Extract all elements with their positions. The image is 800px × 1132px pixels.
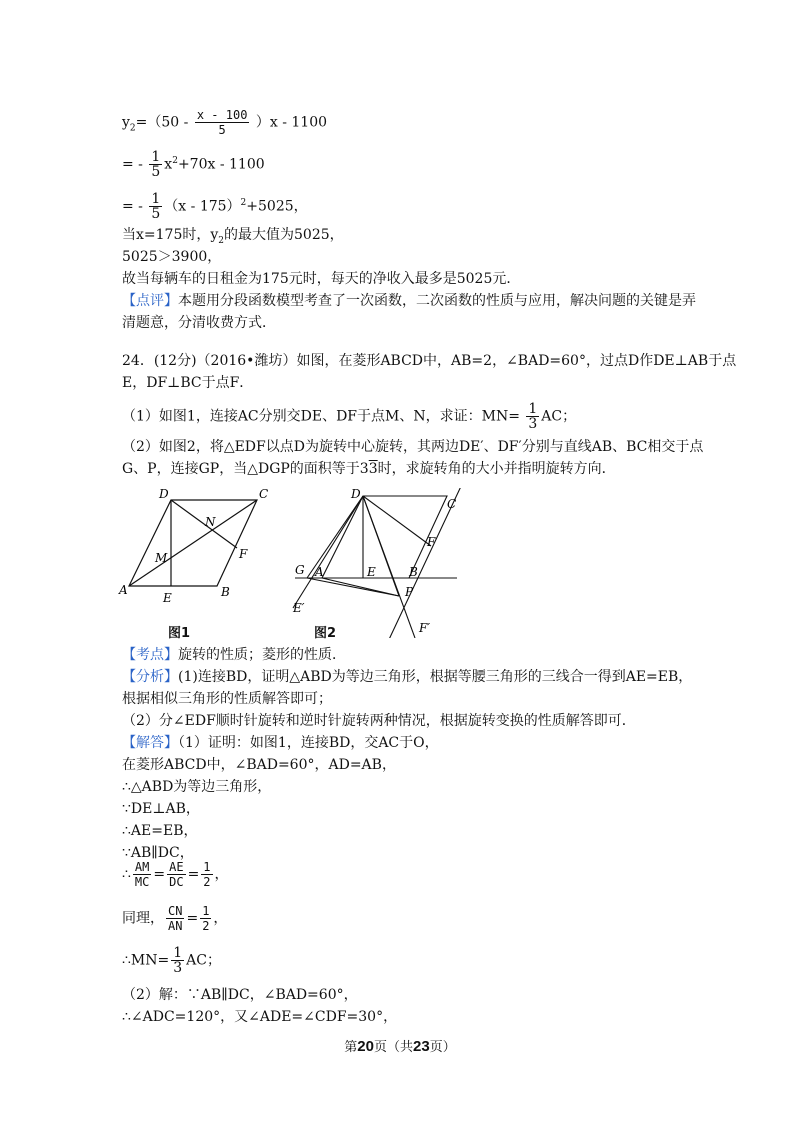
label-D: D [159,488,169,501]
denominator: DC [169,875,184,889]
numerator: 1 [203,860,211,874]
label-M: M [155,551,168,565]
text: （x - 175） [164,198,241,215]
text: 当x=175时，y [122,227,219,243]
segment-df [363,496,431,546]
denominator: 5 [151,164,161,180]
text: （1）证明：如图1，连接BD，交AC于O， [178,735,439,751]
text: ）x - 1100 [255,114,328,131]
text: = [153,866,166,883]
label-E-prime: E′ [293,601,305,615]
fenxi-line2: 根据相似三角形的性质解答即可； [122,691,332,707]
fraction [200,904,211,933]
label-C: C [447,497,457,511]
label-D: D [351,488,361,501]
text: x [164,156,173,173]
step-3: ∵DE⊥AB， [122,801,200,817]
text: y [122,114,130,131]
text: =（50 - [135,114,189,131]
ray-de-prime [293,496,363,608]
line6: 故当每辆车的日租金为175元时，每天的净收入最多是5025元． [122,271,521,287]
eq-line3 [122,192,308,221]
step-2: ∴△ABD为等边三角形， [122,779,272,795]
denominator: 3 [528,416,538,432]
fenxi-tag: 【分析】 [122,669,178,685]
line4 [122,226,344,250]
numerator: 1 [202,904,210,918]
sub: 2 [129,123,136,134]
q24-line2: E，DF⊥BC于点F． [122,375,254,391]
fraction [149,150,162,179]
jieda [122,734,439,752]
denominator: 3 [173,960,183,976]
numerator: 1 [173,945,183,961]
text: ， [213,910,228,927]
fig2-caption: 图2 [314,626,337,641]
text: = [186,910,199,927]
review-tag: 【点评】 [122,293,178,309]
q24-part2-line1: （2）如图2，将△EDF以点D为旋转中心旋转，其两边DE′、DF′分别与直线AB、BC相交于点 [122,439,704,455]
step-6 [122,860,229,889]
denominator: 5 [218,123,226,137]
figure-2 [285,488,475,638]
step-10: ∴∠ADC=120°，又∠ADE=∠CDF=30°， [122,1009,398,1025]
label-E: E [367,565,376,579]
step-7 [122,904,227,933]
numerator: x - 100 [196,108,248,122]
fraction [166,904,184,933]
q24-part1 [122,402,576,431]
text: ， [214,866,229,883]
text: AC； [541,408,577,425]
fraction [171,946,184,975]
label-B: B [409,565,418,579]
denominator: AN [168,919,183,933]
total-pages: 23 [413,1038,430,1055]
sub: 2 [218,235,224,246]
text: 时，求旋转角的大小并指明旋转方向． [377,461,616,477]
label-F: F [239,547,248,561]
numerator: 1 [151,149,161,165]
text: G、P，连接GP，当△DGP的面积等于3 [122,461,369,477]
eq-line2 [122,150,265,179]
review-line2: 清题意，分清收费方式． [122,315,276,331]
sup: 2 [172,155,178,166]
sup: 2 [240,197,247,208]
step-9: （2）解：∵AB∥DC，∠BAD=60°， [122,987,358,1003]
segment-ap [322,578,399,596]
text: = - [122,198,143,215]
numerator: AM [134,860,150,874]
step-8 [122,946,221,975]
text: = - [122,156,143,173]
label-P: P [405,585,414,599]
step-5: ∵AB∥DC， [122,845,194,861]
numerator: 1 [151,191,161,207]
text: (1)连接BD，证明△ABD为等边三角形，根据等腰三角形的三线合一得到AE=EB， [178,669,693,685]
review [122,292,696,310]
text: +5025， [246,198,308,215]
label-A: A [119,583,128,597]
label-F: F [427,535,436,549]
text: 同理， [122,910,164,927]
text: ∴ [122,866,131,883]
text: 旋转的性质；菱形的性质． [178,647,346,663]
text: +70x - 1100 [177,156,265,173]
eq-y2 [122,108,327,137]
sqrt-value: 3 [368,461,378,477]
text: 第 [344,1040,358,1055]
text: = [187,866,200,883]
fraction [149,192,162,221]
label-G: G [295,563,305,577]
label-E: E [163,591,172,605]
label-B: B [221,585,230,599]
fraction [195,108,250,137]
q24-line1: 24．(12分)（2016•潍坊）如图，在菱形ABCD中，AB=2，∠BAD=60°，过点D作DE⊥AB于点 [122,353,737,369]
fenxi-line3: （2）分∠EDF顺时针旋转和逆时针旋转两种情况，根据旋转变换的性质解答即可． [122,713,636,729]
segment-dp [363,496,399,596]
page-footer [0,1036,800,1055]
label-F-prime: F′ [419,621,431,635]
denominator: 5 [151,206,161,222]
denominator: MC [134,875,150,889]
text: （1）如图1，连接AC分别交DE、DF于点M、N，求证：MN= [122,408,520,425]
fraction [167,860,185,889]
text: 页（共 [373,1040,413,1055]
text: ∴MN= [122,952,170,969]
q24-part2-line2 [122,460,616,478]
fenxi [122,668,692,686]
page-number: 20 [357,1038,374,1055]
fig1-caption: 图1 [168,626,191,641]
figure-1 [115,488,285,608]
label-C: C [259,488,269,501]
kaodian-tag: 【考点】 [122,647,178,663]
denominator: 2 [202,919,210,933]
line5: 5025＞3900， [122,249,222,265]
numerator: AE [169,860,184,874]
text: 的最大值为5025， [224,227,344,243]
fraction [133,860,151,889]
diagonal-ac [129,500,257,586]
denominator: 2 [203,875,211,889]
text: AC； [186,952,221,969]
jieda-tag: 【解答】 [122,735,178,751]
text: 本题用分段函数模型考查了一次函数，二次函数的性质与应用，解决问题的关键是弄 [178,293,696,309]
step-4: ∴AE=EB， [122,823,198,839]
numerator: CN [168,904,183,918]
kaodian [122,646,346,664]
segment-df [171,500,237,548]
fraction [526,402,539,431]
fraction [201,860,212,889]
label-A: A [315,565,324,579]
label-N: N [205,515,216,529]
numerator: 1 [528,401,538,417]
step-1: 在菱形ABCD中，∠BAD=60°，AD=AB， [122,757,396,773]
text: 页） [429,1040,456,1055]
